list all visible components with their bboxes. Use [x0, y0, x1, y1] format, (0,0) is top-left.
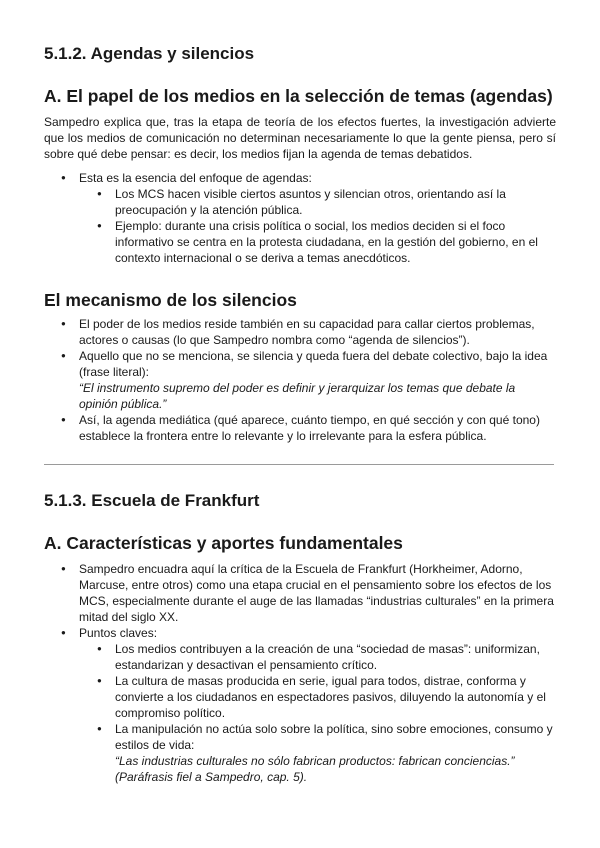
frankfurt-list	[44, 561, 556, 785]
list-item-text: Esta es la esencia del enfoque de agendas:	[79, 171, 312, 185]
intro-paragraph: Sampedro explica que, tras la etapa de teoría de los efectos fuertes, la investigación advierte que los medios de comunicación no determinan necesariamente lo que la gente piensa, pero sí sobre qué debe pensar: es decir, los medios fijan la agenda de temas debatidos.	[44, 115, 556, 161]
frankfurt-sublist	[44, 641, 556, 785]
frankfurt-citation: (Paráfrasis fiel a Sampedro, cap. 5).	[115, 770, 308, 784]
list-item: ● La cultura de masas producida en serie, igual para todos, distrae, conforma y convierte a los ciudadanos en espectadores pasivos, diluyendo la autonomía y el compromiso político.	[44, 673, 556, 721]
section-title-frankfurt: 5.1.3. Escuela de Frankfurt	[44, 491, 260, 510]
list-item	[44, 348, 556, 412]
list-item: ● Los medios contribuyen a la creación de una “sociedad de masas”: uniformizan, estandarizan y desactivan el pensamiento crítico.	[44, 641, 556, 673]
list-item: ● Sampedro encuadra aquí la crítica de la Escuela de Frankfurt (Horkheimer, Adorno, Marcuse, entre otros) como una etapa crucial en el pensamiento sobre los efectos de los MCS, especialmente durante el auge de las llamadas “industrias culturales” en la primera mitad del siglo XX.	[44, 561, 556, 625]
list-item: ● El poder de los medios reside también en su capacidad para callar ciertos problemas, actores o causas (lo que Sampedro nombra como “agenda de silencios”).	[44, 316, 556, 348]
section-title-agendas: 5.1.2. Agendas y silencios	[44, 44, 255, 63]
list-item: ● Ejemplo: durante una crisis política o social, los medios deciden si el foco informativo se centra en la protesta ciudadana, en la gestión del gobierno, en el contexto internacional o se deriva a temas anecdóticos.	[44, 218, 556, 266]
silencios-title: El mecanismo de los silencios	[44, 290, 297, 310]
list-item	[44, 170, 556, 266]
list-item: ● Los MCS hacen visible ciertos asuntos y silencian otros, orientando así la preocupación y la atención pública.	[44, 186, 556, 218]
list-item: ● Así, la agenda mediática (qué aparece, cuánto tiempo, en qué sección y con qué tono) establece la frontera entre lo relevante y lo irrelevante para la esfera pública.	[44, 412, 556, 444]
list-item	[44, 721, 556, 785]
silencios-list	[44, 316, 556, 444]
list-item-text: Puntos claves:	[79, 626, 158, 640]
list-item-text: La manipulación no actúa solo sobre la política, sino sobre emociones, consumo y estilos de vida:	[115, 722, 553, 752]
list-item	[44, 625, 556, 785]
literal-quote: “El instrumento supremo del poder es definir y jerarquizar los temas que debate la opinión pública.”	[79, 381, 516, 411]
agendas-sublist	[44, 186, 556, 266]
section-divider	[44, 464, 554, 465]
subsection-title-agendas: A. El papel de los medios en la selección de temas (agendas)	[44, 86, 553, 106]
list-item-text: Aquello que no se menciona, se silencia y queda fuera del debate colectivo, bajo la idea (frase literal):	[79, 349, 548, 379]
subsection-title-frankfurt: A. Características y aportes fundamentales	[44, 533, 403, 553]
agendas-list	[44, 170, 556, 266]
frankfurt-quote: “Las industrias culturales no sólo fabrican productos: fabrican conciencias.”	[115, 754, 515, 768]
